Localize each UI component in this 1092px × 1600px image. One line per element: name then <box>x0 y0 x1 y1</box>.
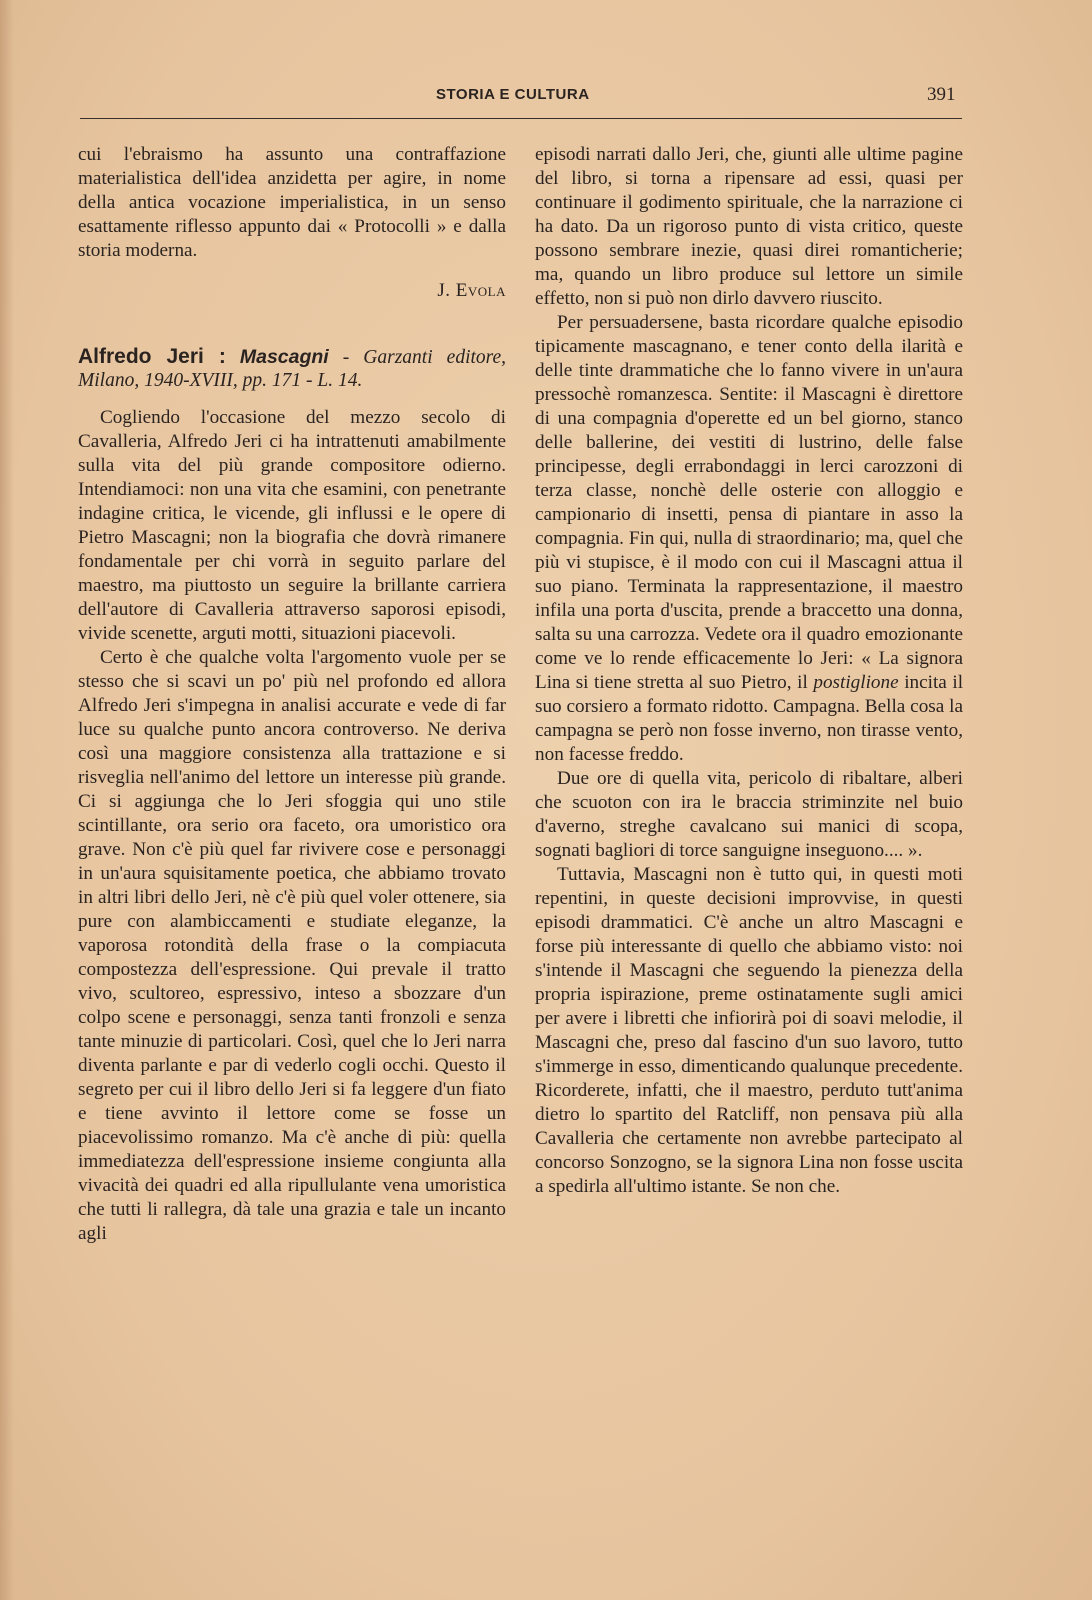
italic-word: postiglione <box>813 672 899 693</box>
review-paragraph-2: Certo è che qualche volta l'argomento vuole per se stesso che si scavi un po' più nel profondo ed allora Alfredo Jeri s'impegna in analisi accurate e vede di far luce su qualche punto ancora controverso. Ne deriva così una maggiore consistenza alla trattazione e si risveglia nell'animo del lettore un interesse più grande. Ci si aggiunga che lo Jeri sfoggia qui uno stile scintillante, ora serio ora faceto, ora umoristico ora grave. Non c'è più quel far rivivere cose e personaggi in un'aura squisitamente poetica, che abbiamo trovato in altri libri dello Jeri, nè c'è più quel voler ottenere, sia pure con alambiccamenti e studiate eleganze, la vaporosa rotondità della frase o la compiacuta compostezza dell'espressione. Qui prevale il tratto vivo, scultoreo, espressivo, inteso a sbozzare d'un colpo scene e personaggi, senza tanti fronzoli e senza tante minuzie di particolari. Così, quel che lo Jeri narra diventa parlante e par di vederlo cogli occhi. Questo il segreto per cui il libro dello Jeri si fa leggere d'un fiato e tiene avvinto il lettore come se fosse un piacevolissimo romanzo. Ma c'è anche di più: quella immediatezza dell'espressione insieme congiunta alla vivacità dei quadri ed alla ripullulante vena umoristica che tutti li rallegra, dà tale una grazia e tale un incanto agli <box>78 647 506 1244</box>
review-paragraph-1: Cogliendo l'occasione del mezzo secolo di Cavalleria, Alfredo Jeri ci ha intrattenuti amabilmente sulla vita del più grande compositore odierno. Intendiamoci: non una vita che esamini, con penetrante indagine critica, le vicende, gli influssi e le opere di Pietro Mascagni; non la biografia che dovrà rimanere fondamentale per chi vorrà in seguito parlare del maestro, ma piuttosto un seguire la brillante carriera dell'autore di Cavalleria attraverso saporosi episodi, vivide scenette, arguti motti, situazioni piacevoli. <box>78 407 506 644</box>
review-publisher-details: Garzanti editore, Milano, 1940-XVIII, pp. 171 - L. 14. <box>78 347 507 391</box>
review-paragraph-6: Tuttavia, Mascagni non è tutto qui, in questi moti repentini, in queste decisioni improvvise, in questi episodi drammatici. C'è anche un altro Mascagni e forse più interessante di quello che abbiamo visto: noi s'intende il Mascagni che seguendo la pienezza della propria ispirazione, preme ostinatamente sugli amici per avere i libretti che infiorirà poi di soavi melodie, il Mascagni che, preso dal fascino d'un suo lavoro, tutto s'immerge in esso, dimenticando qualunque precedente. Ricorderete, infatti, che il maestro, perduto tutt'anima dietro lo spartito del Ratcliff, non pensava più alla Cavalleria che certamente non avrebbe partecipato al concorso Sonzogno, se la signora Lina non fosse uscita a spedirla all'ultimo istante. Se non che. <box>535 864 963 1197</box>
review-paragraph-3: episodi narrati dallo Jeri, che, giunti alle ultime pagine del libro, si torna a ripensare ad essi, quasi per continuare il godimento spirituale, che la narrazione ci ha dato. Da un rigoroso punto di vista critico, queste possono sembrare inezie, quasi direi romanticherie; ma, quando un libro produce sul lettore un simile effetto, non si può non dirlo davvero riuscito. <box>535 144 963 309</box>
page-number: 391 <box>927 84 956 105</box>
opening-paragraph: cui l'ebraismo ha assunto una contraffazione materialistica dell'idea anzidetta per agire, in nome della antica vocazione imperialistica, in un senso esattamente riflesso appunto dai « Protocolli » e dalla storia moderna. <box>78 144 506 261</box>
header-rule <box>80 118 962 119</box>
review-paragraph-5: Due ore di quella vita, pericolo di ribaltare, alberi che scuoton con ira le braccia striminzite nel buio d'averno, streghe cavalcano sui manici di scopa, sognati bagliori di torce sanguigne inseguono.... ». <box>535 768 963 861</box>
review-paragraph-4-text-a: Per persuadersene, basta ricordare qualche episodio tipicamente mascagnano, e tener conto della ilarità e delle tinte drammatiche che lo fanno vivere in un'aura pressochè romanzesca. Sentite: il Mascagni è direttore di una compagnia d'operette ed un bel giorno, stanco delle ballerine, dei vestiti di lustrino, delle false principesse, degli errabondaggi in lerci carozzoni di terza classe, nonchè delle osterie con alloggio e campionario di insetti, pensa di piantare in asso la compagnia. Fin qui, nulla di straordinario; ma, quel che più vi stupisce, è il modo con cui il Mascagni attua il suo piano. Terminata la rappresentazione, il maestro infila una porta d'uscita, prende a braccetto una donna, salta su una carrozza. Vedete ora il quadro emozionante come ve lo rende efficacemente lo Jeri: « La signora Lina si tiene stretta al suo Pietro, il <box>535 312 963 693</box>
left-column <box>78 143 506 1246</box>
review-book-title: Mascagni <box>239 346 329 368</box>
signature-initial: J. <box>437 280 451 301</box>
running-header <box>0 86 1092 108</box>
right-column <box>535 143 963 1199</box>
page-edge-shadow <box>0 0 14 1600</box>
running-title: STORIA E CULTURA <box>436 86 590 103</box>
review-author: Alfredo Jeri : <box>78 345 226 368</box>
signature <box>78 279 506 303</box>
review-separator: - <box>342 347 350 368</box>
review-paragraph-4 <box>535 311 963 767</box>
signature-name: Evola <box>455 280 506 301</box>
review-heading <box>78 345 506 392</box>
review-paragraph-4-text-b: incita il suo corsiero a formato ridotto. Campagna. Bella cosa la campagna se però non fosse inverno, non tirasse vento, non facesse freddo. <box>535 672 964 765</box>
